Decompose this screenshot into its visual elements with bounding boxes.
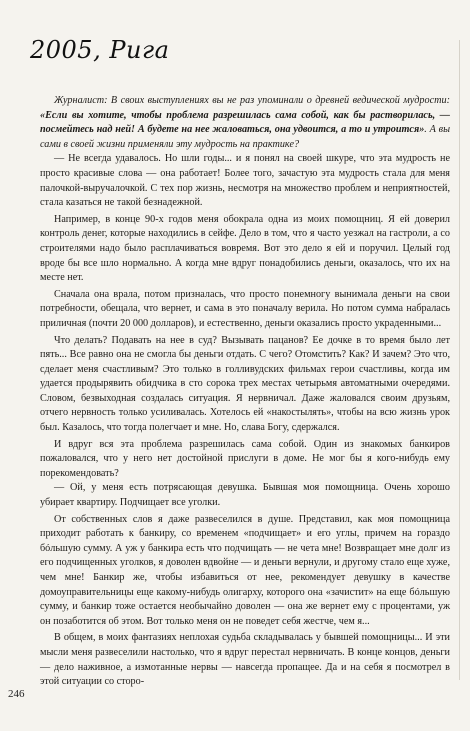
interview-quote: «Если вы хотите, чтобы проблема разрешилась сама собой, как бы растворилась, — посмейтесь над ней! А будете на нее жаловаться, она удвоится, а то и утроится» — [40, 109, 450, 136]
page-edge-shadow — [459, 40, 460, 680]
paragraph: — Не всегда удавалось. Но шли годы... и я понял на своей шкуре, что эта мудрость не просто красивые слова — она работает! Более того, зачастую эта мудрость стала для меня палочкой-выручалочкой. С тех пор жизнь, несмотря на множество проблем и неприятностей, стала казаться не такой безнадежной. — [40, 153, 450, 209]
interview-lead: Журналист: В своих выступлениях вы не раз упоминали о древней ведической мудрости: — [54, 95, 450, 106]
paragraph: Например, в конце 90-х годов меня обокрала одна из моих помощниц. Я ей доверил контроль денег, которые находились в сейфе. Дело в том, что я часто уезжал на гастроли, а со строителями надо было расплачиваться вовремя. Вот это дело я ей и поручил. Целый год вроде бы все шло нормально. А когда мне вдруг понадобились деньги, оказалось, что их на месте нет. — [40, 213, 450, 284]
paragraph: От собственных слов я даже развеселился в душе. Представил, как моя помощница приходит работать к банкиру, со временем «подчищает» и его углы, причем на гораздо бóльшую сумму. А уж у банкира есть что подчищать — не чета мне! Возвращает мне долг из его подчищенных уголков, я доволен вдвойне — и деньги вернули, и другому стало еще хуже, чем мне! Банкир же, чтобы избавиться от нее, рекомендует девушку в качестве домоуправительницы еще какому-нибудь олигарху, которого она «зачистит» на еще бóльшую сумму, и банкир тоже остается необычайно доволен — она же вернет ему с процентами, уж он позаботится об этом. Вот только меня он не поведет себя жестче, чем я... — [40, 513, 450, 627]
paragraph: И вдруг вся эта проблема разрешилась сама собой. Один из знакомых банкиров пожаловался, что у него нет достойной прислуги в доме. Не мог бы я кого-нибудь ему порекомендовать? — [40, 438, 450, 479]
paragraph: — Ой, у меня есть потрясающая девушка. Бывшая моя помощница. Очень хорошо убирает квартиру. Подчищает все уголки. — [40, 482, 450, 509]
paragraph: Сначала она врала, потом призналась, что просто понемногу вынимала деньги на свои потребности, обещала, что вернет, и сама в это поначалу верила. Но потом сумма набралась приличная (почти 20 000 долларов), и естественно, деньги оказались просто украденными... — [40, 288, 450, 329]
interview-question — [40, 94, 450, 152]
paragraph: В общем, в моих фантазиях неплохая судьба складывалась у бывшей помощницы... И эти мысли меня развеселили настолько, что я вдруг перестал нервничать. В конце концов, деньги — дело наживное, а измотанные нервы — навсегда пропащее. Да и на себя я посмотрел в этой ситуации со сторо- — [40, 632, 450, 688]
paragraph: Что делать? Подавать на нее в суд? Вызывать пацанов? Ее дочке в то время было лет пять... Все равно она не смогла бы деньги отдать. С чего? Отомстить? Как? И зачем? Это что, сделает меня счастливым? Это только в голливудских фильмах герои счастливы, когда им удается продырявить обидчика в сто сорока трех местах четырьмя автоматными очередями. Словом, безвыходная создалась ситуация. Я нервничал. Даже жаловался своим друзьям, отчего нервность только усиливалась. Хотелось ей «накостылять», чтобы на всю жизнь урок был. Казалось, что тогда полегчает и мне. Но, слава Богу, сдержался. — [40, 334, 450, 434]
chapter-heading: 2005, Рига — [30, 36, 170, 64]
page-number: 246 — [8, 688, 25, 700]
interview-tail: . А вы сами в своей жизни применяли эту мудрость на практике? — [40, 124, 450, 150]
page-body-text — [40, 94, 450, 690]
